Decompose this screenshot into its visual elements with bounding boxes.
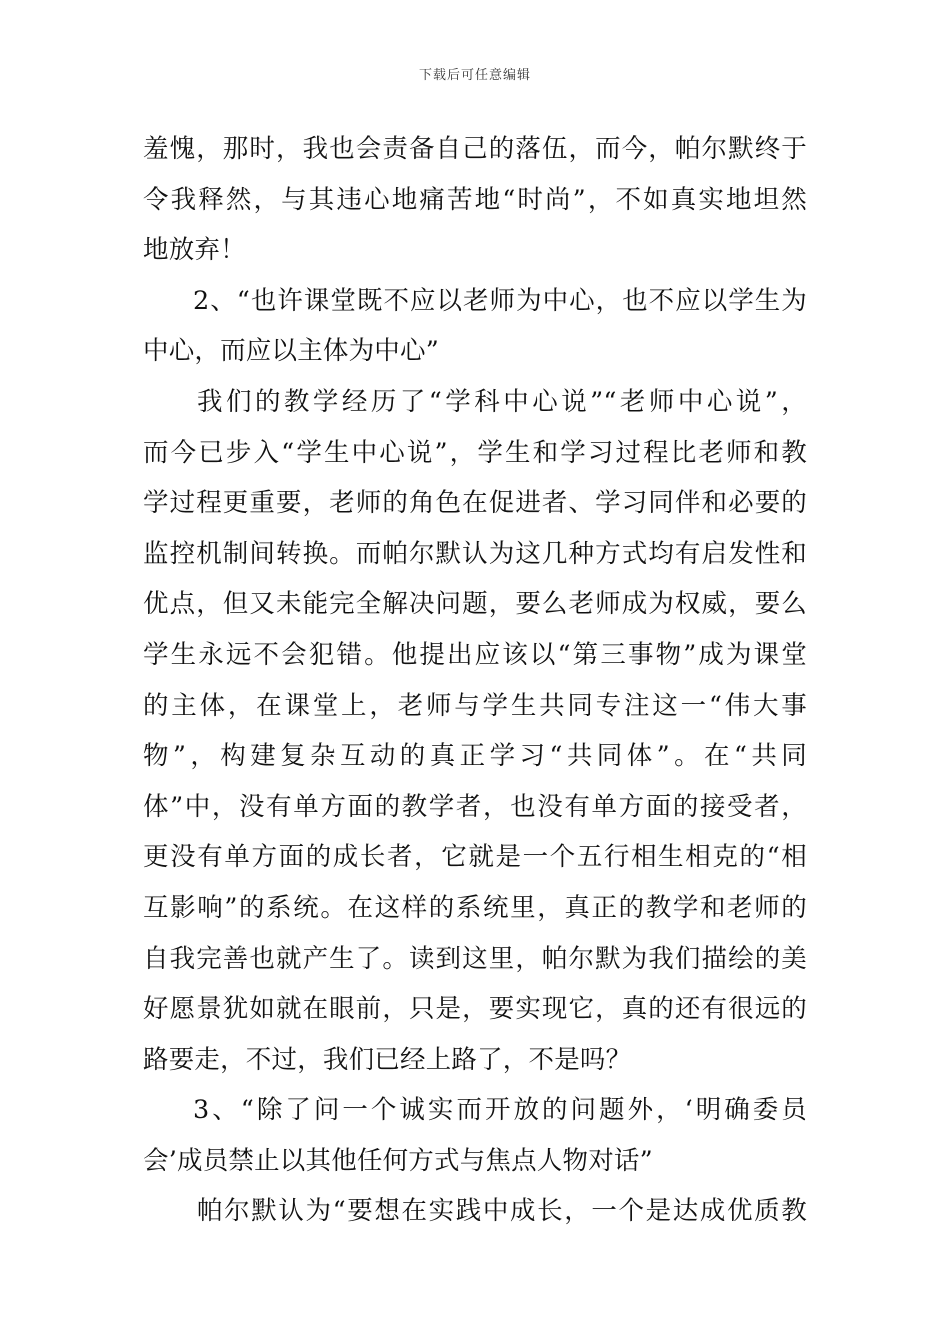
text-line: 物”，构建复杂互动的真正学习“共同体”。在“共同: [143, 741, 807, 772]
text-line: 路要走，不过，我们已经上路了，不是吗？: [143, 1044, 632, 1075]
text-line: 的主体，在课堂上，老师与学生共同专注这一“伟大事: [143, 690, 807, 721]
text-line: 自我完善也就产生了。读到这里，帕尔默为我们描绘的美: [143, 943, 807, 974]
text-line: 2、“也许课堂既不应以老师为中心，也不应以学生为: [193, 285, 807, 316]
page-header: 下载后可任意编辑: [418, 68, 531, 83]
text-line: 学过程更重要，老师的角色在促进者、学习同伴和必要的: [143, 488, 807, 519]
text-line: 优点，但又未能完全解决问题，要么老师成为权威，要么: [143, 589, 807, 620]
text-line: 好愿景犹如就在眼前，只是，要实现它，真的还有很远的: [143, 994, 807, 1025]
text-line: 监控机制间转换。而帕尔默认为这几种方式均有启发性和: [143, 538, 807, 569]
text-line: 我们的教学经历了“学科中心说”“老师中心说”，: [197, 386, 807, 417]
text-line: 学生永远不会犯错。他提出应该以“第三事物”成为课堂: [143, 639, 807, 670]
text-line: 体”中，没有单方面的教学者，也没有单方面的接受者，: [143, 791, 807, 822]
text-line: 3、“除了问一个诚实而开放的问题外，‘明确委员: [193, 1095, 807, 1126]
text-line: 互影响”的系统。在这样的系统里，真正的教学和老师的: [143, 892, 807, 923]
text-line: 会’成员禁止以其他任何方式与焦点人物对话”: [143, 1145, 653, 1176]
text-line: 而今已步入“学生中心说”，学生和学习过程比老师和教: [143, 437, 807, 468]
text-line: 地放弃！: [143, 235, 246, 266]
body-text: [143, 124, 807, 1237]
text-line: 令我释然，与其违心地痛苦地“时尚”，不如真实地坦然: [143, 184, 807, 215]
text-line: 羞愧，那时，我也会责备自己的落伍，而今，帕尔默终于: [143, 134, 807, 164]
text-line: 更没有单方面的成长者，它就是一个五行相生相克的“相: [143, 842, 807, 873]
text-line: 帕尔默认为“要想在实践中成长，一个是达成优质教: [197, 1196, 807, 1227]
text-line: 中心，而应以主体为中心”: [143, 336, 439, 367]
